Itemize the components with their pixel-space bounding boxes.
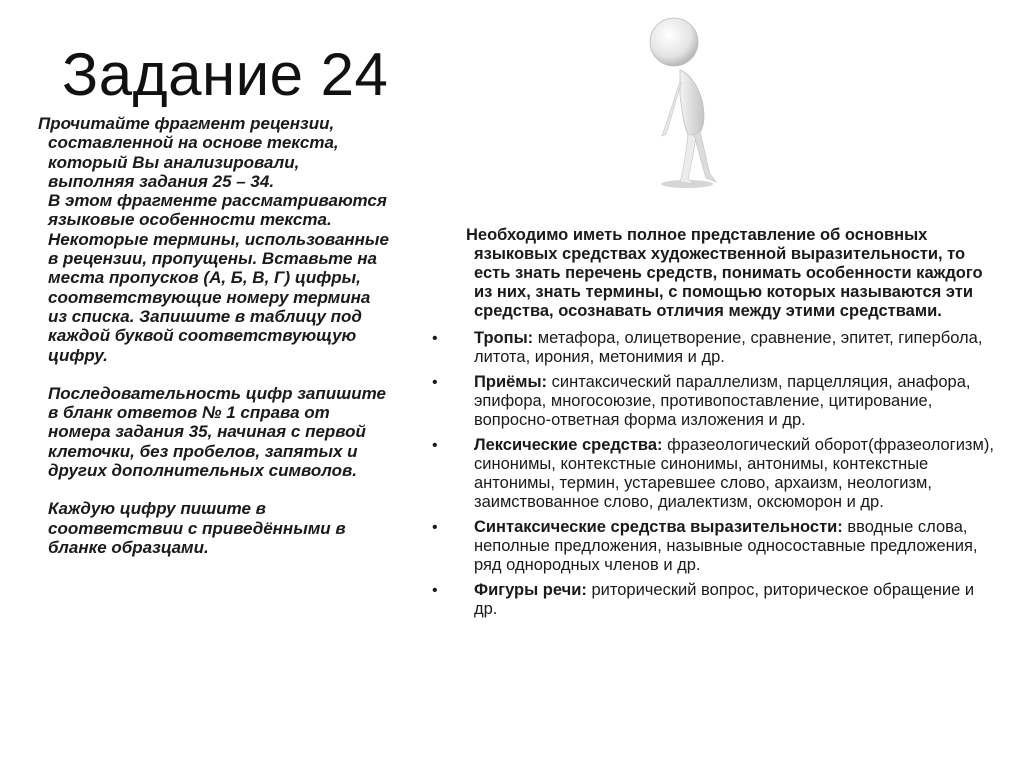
instructions-paragraph: Прочитайте фрагмент рецензии, составленной на основе текста, который Вы анализировали, выполняя задания 25 – 34. <box>38 114 344 191</box>
slide-title: Задание 24 <box>62 41 389 108</box>
term-label: Приёмы: <box>474 373 548 391</box>
term-label: Лексические средства: <box>474 436 663 454</box>
bullet-icon: • <box>432 519 438 536</box>
language-means-section <box>430 226 1002 625</box>
list-item-devices <box>430 373 1002 430</box>
list-item-figures <box>430 581 1002 619</box>
term-label: Тропы: <box>474 329 534 347</box>
term-text: фразеологический оборот(фразеологизм), синонимы, контекстные синонимы, антонимы, контекстные антонимы, термин, устаревшее слово, архаизм, неологизм, заимствованное слово, диалектизм, оксюморон и др. <box>474 436 994 511</box>
list-item-lexical <box>430 436 1002 512</box>
term-text: метафора, олицетворение, сравнение, эпитет, гипербола, литота, ирония, метонимия и др. <box>474 329 983 366</box>
term-text: риторический вопрос, риторическое обращение и др. <box>474 581 975 618</box>
thinking-figure-illustration <box>640 12 730 192</box>
bullet-icon: • <box>432 330 438 347</box>
bullet-icon: • <box>432 374 438 391</box>
term-text: синтаксический параллелизм, парцелляция, анафора, эпифора, многосоюзие, противопоставление, цитирование, вопросно-ответная форма изложения и др. <box>474 373 971 429</box>
term-label: Синтаксические средства выразительности: <box>474 518 843 536</box>
intro-paragraph: Необходимо иметь полное представление об основных языковых средствах художественной выразительности, то есть знать перечень средств, понимать особенности каждого из них, знать термины, с помощью которых называются эти средства, осознавать отличия между этими средствами. <box>466 226 983 320</box>
bullet-icon: • <box>432 582 438 599</box>
sequence-paragraph: Последовательность цифр запишите в бланк ответов № 1 справа от номера задания 35, начиная с первой клеточки, без пробелов, запятых и других дополнительных символов. <box>48 383 391 481</box>
list-item-syntactic <box>430 518 1002 575</box>
terms-list <box>430 329 1002 619</box>
task-instructions <box>38 114 394 557</box>
term-label: Фигуры речи: <box>474 581 587 599</box>
fragment-paragraph: В этом фрагменте рассматриваются языковые особенности текста. Некоторые термины, использованные в рецензии, пропущены. Вставьте на места пропусков (А, Б, В, Г) цифры, соответствующие номеру термина из списка. Запишите в таблицу под каждой буквой соответствующую цифру. <box>48 191 394 365</box>
term-text: вводные слова, неполные предложения, назывные односоставные предложения, ряд однородных членов и др. <box>474 518 978 574</box>
write-each-paragraph: Каждую цифру пишите в соответствии с приведёнными в бланке образцами. <box>48 499 351 557</box>
list-item-tropes <box>430 329 1002 367</box>
bullet-icon: • <box>432 437 438 454</box>
